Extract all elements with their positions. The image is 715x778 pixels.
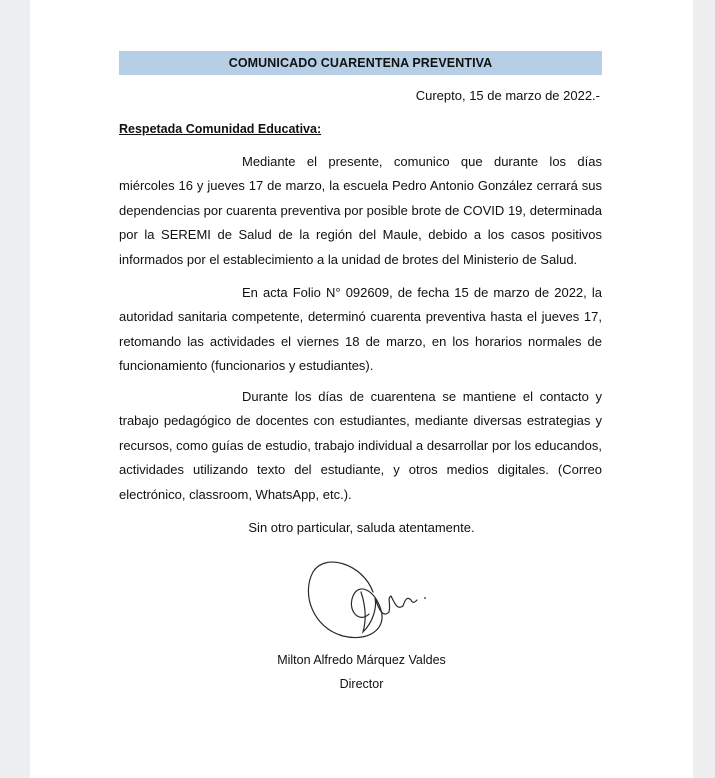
closing-line: Sin otro particular, saluda atentamente. [248,520,475,535]
document-title: COMUNICADO CUARENTENA PREVENTIVA [119,51,602,75]
signer-name: Milton Alfredo Márquez Valdes [277,653,446,667]
paragraph-health-authority: En acta Folio N° 092609, de fecha 15 de marzo de 2022, la autoridad sanitaria competente, determinó cuarenta preventiva hasta el jueves 17, retomando las actividades el viernes 18 de marzo, en los horarios normales de funcionamiento (funcionarios y estudiantes). [119,285,602,374]
date-line: Curepto, 15 de marzo de 2022.- [415,88,600,103]
paragraph-closure-notice: Mediante el presente, comunico que durante los días miércoles 16 y jueves 17 de marzo, la escuela Pedro Antonio González cerrará sus dependencias por cuarenta preventiva por posible brote de COVID 19, determinada por la SEREMI de Salud de la región del Maule, debido a los casos positivos informados por el establecimiento a la unidad de brotes del Ministerio de Salud. [119,154,602,267]
signature-image [295,552,445,644]
signer-role: Director [339,677,384,691]
paragraph-remote-work: Durante los días de cuarentena se mantiene el contacto y trabajo pedagógico de docentes con estudiantes, mediante diversas estrategias y recursos, como guías de estudio, trabajo individual a desarrollar por los educandos, actividades utilizando texto del estudiante, y otros medios digitales. (Correo electrónico, classroom, WhatsApp, etc.). [119,389,602,502]
document-page [30,0,693,778]
salutation: Respetada Comunidad Educativa: [119,122,322,136]
